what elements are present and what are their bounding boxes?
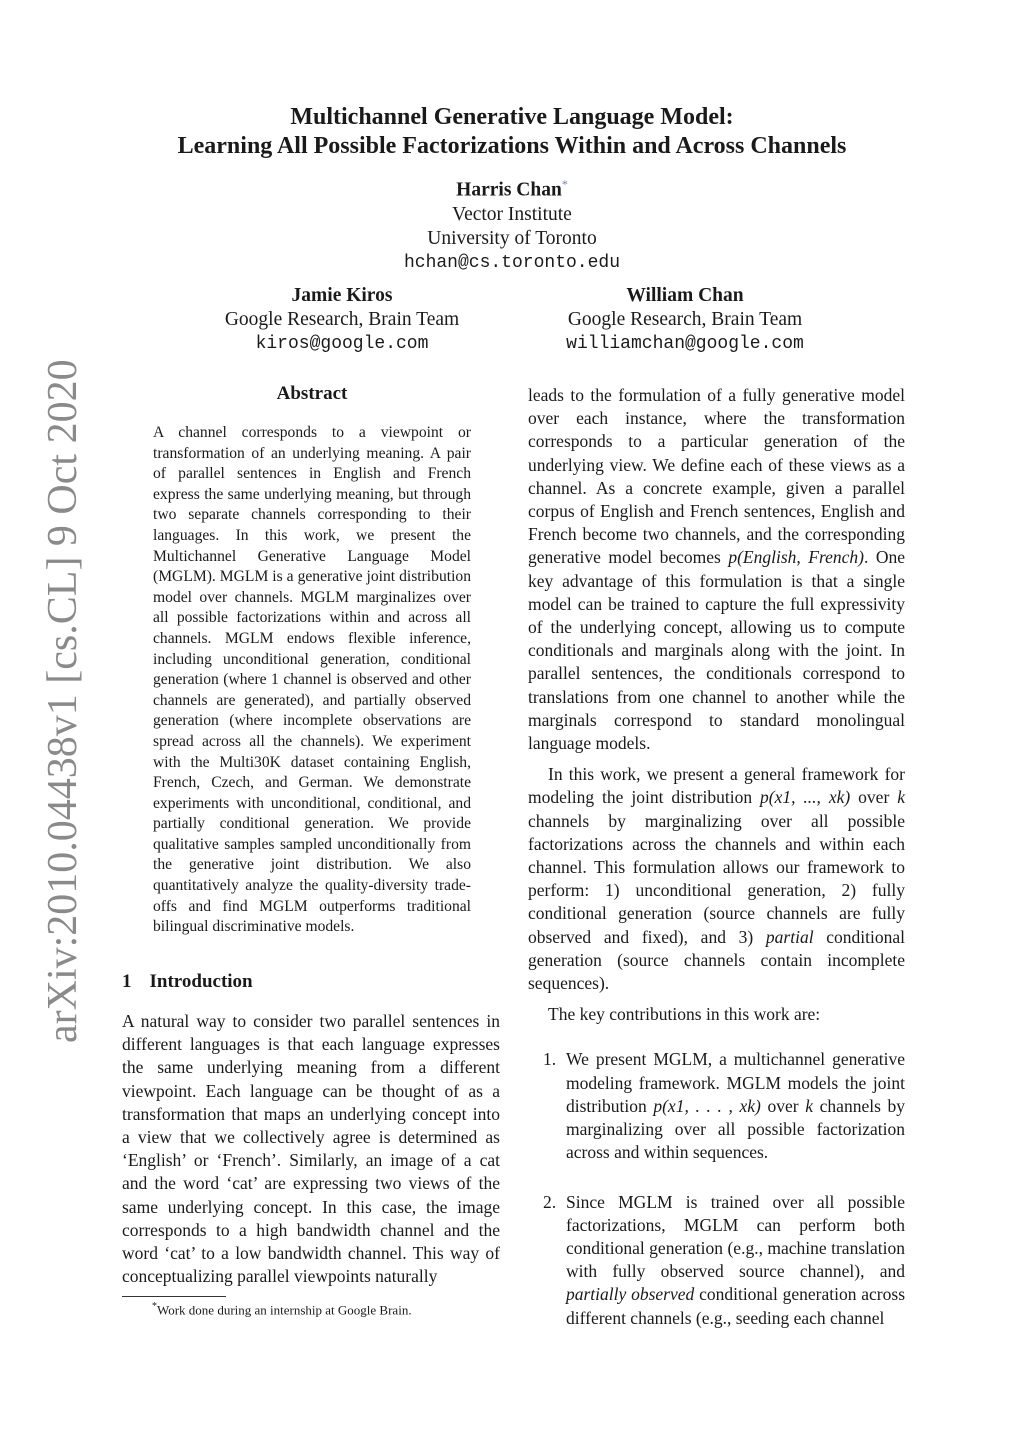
author-name: William Chan [626,285,744,306]
paper-title-line-1: Multichannel Generative Language Model: [290,104,734,130]
text-run: conditional generation across different channels (e.g., seeding each channel [566,1284,906,1328]
section-number: 1 [122,971,132,992]
inline-math: k [805,1095,814,1116]
arxiv-stamp: arXiv:2010.04438v1 [cs.CL] 9 Oct 2020 [40,359,86,1043]
author-email: kiros@google.com [255,334,429,354]
footnote-text: Work done during an internship at Google Brain. [157,1302,412,1318]
text-run: over [858,787,890,808]
author-name: Harris Chan [456,179,562,201]
intro-paragraph-2 [528,384,905,755]
inline-math: k [897,787,905,808]
inline-math: p(x1, ..., xk) [760,787,851,808]
author-affiliation: Vector Institute [452,203,572,225]
list-item [528,1048,905,1164]
text-run: channels by marginalizing over all possible factorization across and within sequences. [566,1095,906,1163]
text-run: channels by marginalizing over all possible factorizations across the channels and within each channel. This formulation allows our framework to perform: 1) unconditional generation, 2) fully conditional generation (source channels are fully observed and fixed), and 3) [528,810,905,947]
author-name: Jamie Kiros [291,285,393,306]
emphasis: partial [765,926,814,947]
inline-math: p(English, French) [728,547,864,568]
author-affiliation: Google Research, Brain Team [224,309,460,330]
intro-paragraph-4: The key contributions in this work are: [548,1004,821,1025]
abstract-body: A channel corresponds to a viewpoint or transformation of an underlying meaning. A pair of parallel sentences in English and French express the same underlying meaning, but through two separate channels corresponding to their languages. In this work, we present the Multichannel Generative Language Model (MGLM). MGLM is a generative joint distribution model over channels. MGLM marginalizes over all possible factorizations within and across all channels. MGLM endows flexible inference, including unconditional generation, conditional generation (where 1 channel is observed and other channels are generated), and partially observed generation (where incomplete observations are spread across all the channels). We experiment with the Multi30K dataset containing English, French, Czech, and German. We demonstrate experiments with unconditional, conditional, and partially conditional generation. We provide qualitative samples sampled unconditionally from the generative joint distribution. We also quantitatively analyze the quality-diversity trade-offs and find MGLM outperforms traditional bilingual discriminative models. [153,424,471,936]
list-number: 2. [543,1191,557,1212]
section-heading-introduction [122,971,502,993]
text-run: over [767,1095,799,1116]
paper-title-line-2: Learning All Possible Factorizations Within and Across Channels [177,133,847,159]
intro-paragraph-1: A natural way to consider two parallel sentences in different languages is that each language expresses the same underlying meaning from a different viewpoint. Each language can be thought of as a transformation that maps an underlying concept into a view that we collectively agree is determined as ‘English’ or ‘French’. Similarly, an image of a cat and the word ‘cat’ are expressing two views of the same underlying concept. In this case, the image corresponds to a high bandwidth channel and the word ‘cat’ to a low bandwidth channel. This way of conceptualizing parallel viewpoints naturally [122,1011,500,1287]
section-title: Introduction [149,971,253,992]
author-email: hchan@cs.toronto.edu [403,252,621,273]
footnote-rule [122,1296,226,1297]
author-block-3 [535,284,835,356]
list-number: 1. [543,1049,557,1070]
text-run: Since MGLM is trained over all possible factorizations, MGLM can perform both conditional generation (e.g., machine translation with fully observed source channel), and [566,1191,905,1282]
footnote [152,1299,512,1318]
list-item [528,1191,905,1330]
intro-paragraph-3 [528,763,905,995]
right-column [528,384,905,1330]
text-run: . One key advantage of this formulation is that a single model can be trained to capture the full expressivity of the underlying concept, allowing us to compute conditionals and marginals along with the joint. In parallel sentences, the conditionals correspond to translations from one channel to another while the marginals correspond to standard monolingual language models. [528,547,906,754]
author-email: williamchan@google.com [566,334,804,354]
text-run: In this work, we present a general framework for modeling the joint distribution [528,764,905,808]
text-run: We present MGLM, a multichannel generative modeling framework. MGLM models the joint distribution [566,1049,905,1116]
author-affiliation: Google Research, Brain Team [567,309,803,330]
author-block-2 [192,284,492,356]
author-footnote-mark: * [561,177,568,191]
contributions-list [528,1048,905,1329]
inline-math: p(x1, . . . , xk) [653,1095,761,1116]
abstract-heading: Abstract [276,383,348,404]
text-run: conditional generation (source channels contain incomplete sequences). [528,926,906,994]
author-affiliation: University of Toronto [427,227,597,249]
author-block-1 [0,172,1024,275]
text-run: leads to the formulation of a fully generative model over each instance, where the transformation corresponds to a particular generation of the underlying view. We define each of these views as a channel. As a concrete example, given a parallel corpus of English and French sentences, English and French become two channels, and the corresponding generative model becomes [528,385,905,568]
footnote-mark: * [152,1301,157,1312]
emphasis: partially observed [566,1284,695,1305]
